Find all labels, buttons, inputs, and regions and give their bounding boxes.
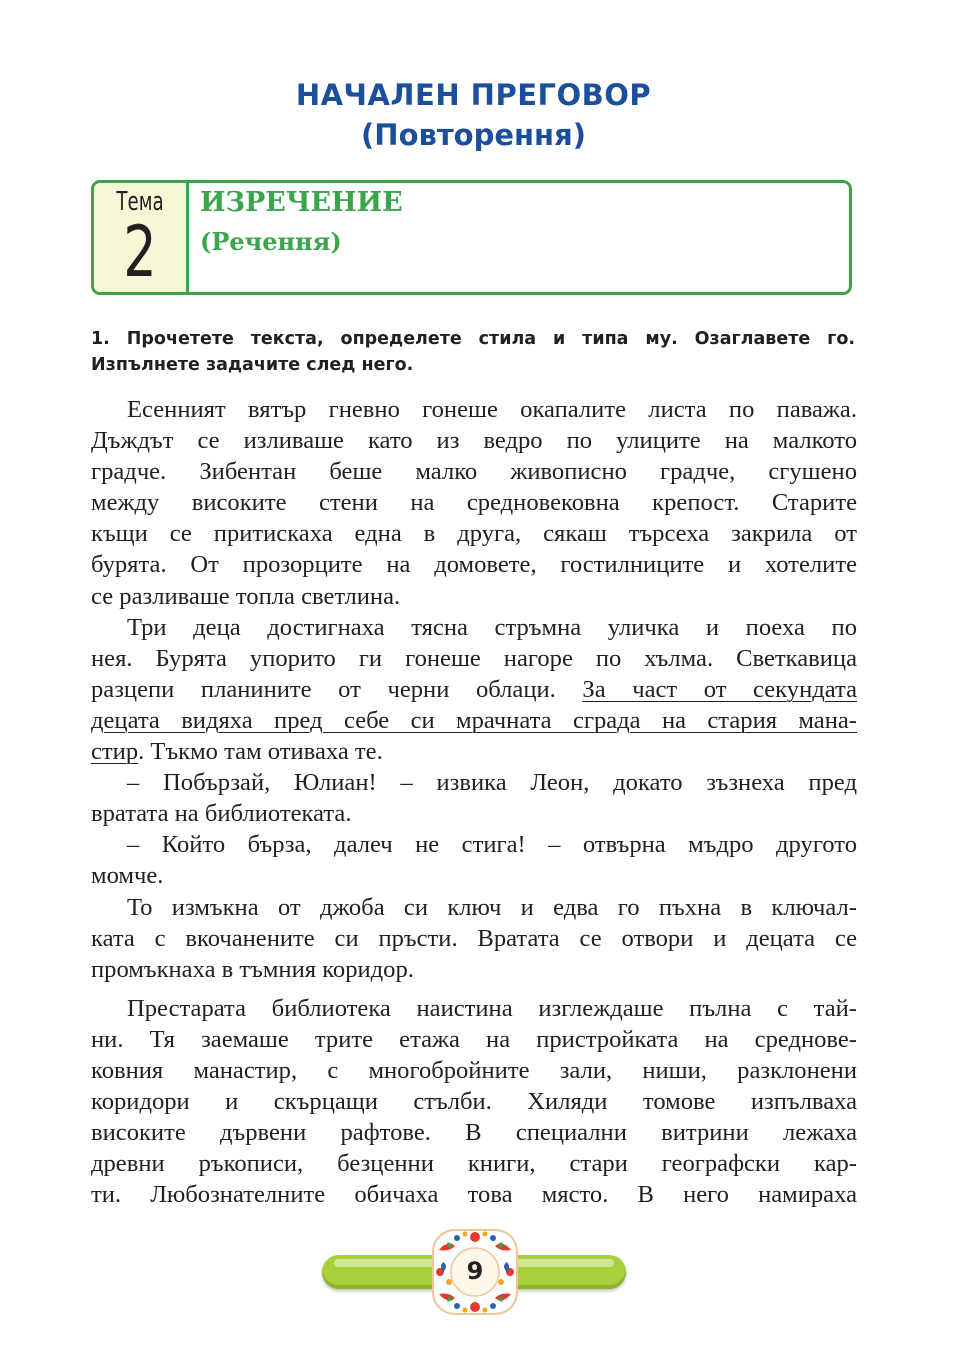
page-number: 9: [466, 1257, 484, 1285]
text-line: [91, 674, 857, 705]
text-line: коридори и скърцащи стълби. Хиляди томове изпълваха: [91, 1088, 857, 1116]
text-line: Три деца достигнаха тясна стръмна уличка и поеха по: [127, 613, 857, 641]
text-line: градче. Зибентан беше малко живописно градче, сгушено: [91, 458, 857, 486]
topic-label: Тема: [116, 187, 164, 217]
underlined-sentence: стир: [91, 738, 139, 766]
text-line: ти. Любознателните обичаха това място. В него намираха: [91, 1181, 857, 1209]
text-line: [91, 736, 857, 767]
text-line: се разливаше топла светлина.: [91, 582, 401, 610]
text-line: къщи се притискаха една в друга, сякаш търсеха закрила от: [91, 520, 857, 548]
text-line: между високите стени на средновековна крепост. Старите: [91, 489, 857, 517]
topic-title: ИЗРЕЧЕНИЕ: [200, 187, 403, 218]
reading-text: [91, 394, 857, 1210]
text-line: Престарата библиотека наистина изглеждаше пълна с тай-: [127, 994, 857, 1022]
text-line: Есенният вятър гневно гонеше окапалите листа по паважа.: [127, 396, 857, 423]
text-line: момче.: [91, 862, 164, 890]
text-line: ката с вкочанените си пръсти. Вратата се отвори и децата се: [91, 924, 857, 952]
topic-tab: [94, 183, 189, 292]
text-line: бурята. От прозорците на домовете, гостилниците и хотелите: [91, 551, 857, 579]
text-segment: . Тъкмо там отиваха те.: [138, 738, 383, 766]
topic-number: 2: [123, 211, 157, 293]
underlined-sentence: децата видяха пред себе си мрачната сграда на стария мана-: [91, 706, 857, 734]
underlined-sentence: За част от секундата: [582, 675, 857, 703]
text-line: нея. Бурята упорито ги гонеше нагоре по хълма. Светкавица: [91, 644, 857, 672]
text-line: високите дървени рафтове. В специални витрини лежаха: [91, 1119, 857, 1147]
text-line: ковния манастир, с многобройните зали, ниши, разклонени: [91, 1056, 857, 1084]
topic-box: [91, 180, 852, 295]
text-segment: разцепи планините от черни облаци.: [91, 675, 583, 703]
text-line: ни. Тя заемаше трите етажа на пристройката на среднове-: [91, 1025, 857, 1053]
task-instruction: 1. Прочетете текста, определете стила и типа му. Озаглавете го. Изпълнете задачите след него.: [91, 329, 855, 375]
text-line: – Който бърза, далеч не стига! – отвърна мъдро другото: [127, 831, 857, 859]
text-line: [91, 705, 857, 736]
topic-subtitle: (Речення): [200, 227, 342, 256]
text-line: Дъждът се изливаше като из ведро по улиците на малкото: [91, 427, 857, 455]
text-line: То измъкна от джоба си ключ и едва го пъхна в ключал-: [127, 893, 857, 921]
text-line: древни ръкописи, безценни книги, стари географски кар-: [91, 1150, 857, 1178]
text-line: вратата на библиотеката.: [91, 800, 352, 828]
page-title: НАЧАЛЕН ПРЕГОВОР: [295, 78, 652, 112]
text-line: – Побързай, Юлиан! – извика Леон, докато зъзнеха пред: [127, 769, 857, 797]
text-line: промъкнаха в тъмния коридор.: [91, 955, 414, 983]
page-subtitle: (Повторення): [361, 118, 586, 152]
